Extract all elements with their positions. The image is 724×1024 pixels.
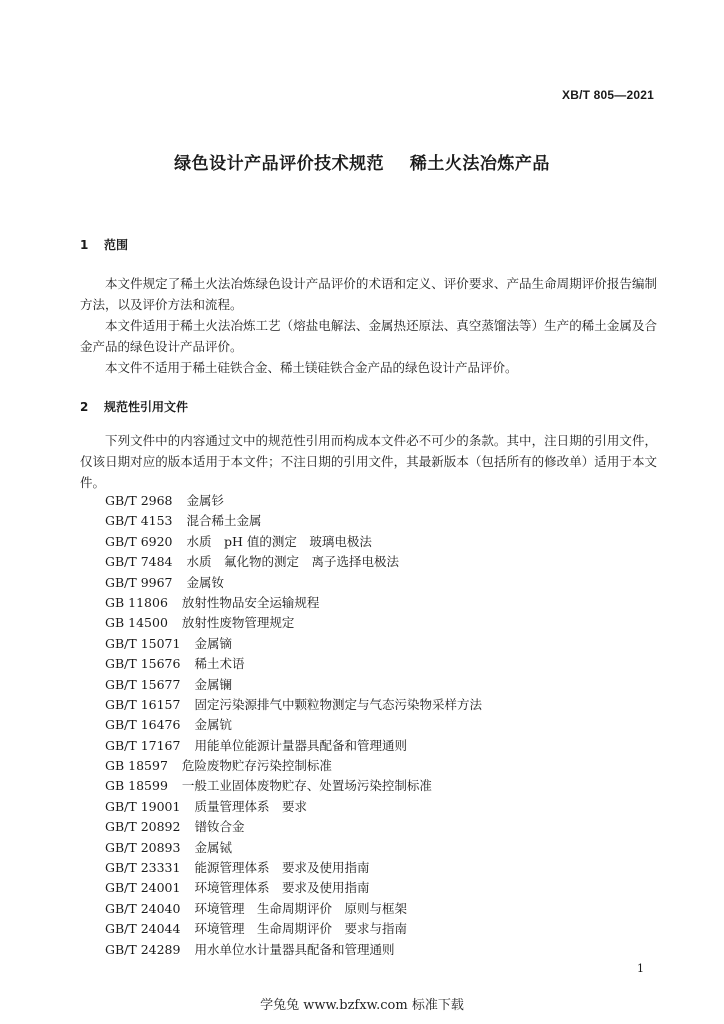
scope-paragraph-2: 本文件适用于稀土火法冶炼工艺（熔盐电解法、金属热还原法、真空蒸馏法等）生产的稀土金属及合金产品的绿色设计产品评价。 <box>80 318 657 354</box>
reference-item <box>105 838 482 858</box>
reference-code: GB 18597 <box>105 758 168 774</box>
reference-title: 一般工业固体废物贮存、处置场污染控制标准 <box>181 778 432 794</box>
scope-paragraph-1: 本文件规定了稀土火法冶炼绿色设计产品评价的术语和定义、评价要求、产品生命周期评价报告编制方法，以及评价方法和流程。 <box>80 276 657 312</box>
reference-code: GB/T 24289 <box>105 941 181 957</box>
reference-title: 金属钕 <box>186 574 225 590</box>
reference-item <box>105 511 482 531</box>
reference-code: GB/T 23331 <box>105 860 181 876</box>
reference-title: 金属镧 <box>194 676 232 692</box>
reference-title: 用水单位水计量器具配备和管理通则 <box>194 941 395 957</box>
reference-item <box>105 878 482 898</box>
reference-item <box>105 613 482 633</box>
reference-title: 用能单位能源计量器具配备和管理通则 <box>194 737 407 753</box>
reference-code: GB/T 24044 <box>105 921 181 937</box>
reference-title: 混合稀土金属 <box>186 513 262 529</box>
reference-title: 固定污染源排气中颗粒物测定与气态污染物采样方法 <box>194 696 482 712</box>
section-2-number: 2 <box>80 400 89 414</box>
reference-code: GB/T 15676 <box>105 656 181 672</box>
reference-title: 环境管理 生命周期评价 原则与框架 <box>194 900 407 916</box>
reference-code: GB/T 20893 <box>105 839 181 855</box>
reference-code: GB/T 16476 <box>105 717 181 733</box>
standard-code: XB/T 805—2021 <box>562 88 654 102</box>
reference-title: 放射性废物管理规定 <box>181 615 295 631</box>
reference-code: GB/T 7484 <box>105 554 173 570</box>
section-2-title: 规范性引用文件 <box>104 400 189 414</box>
page-number: 1 <box>637 962 644 975</box>
references-intro: 下列文件中的内容通过文中的规范性引用而构成本文件必不可少的条款。其中，注日期的引用文件，仅该日期对应的版本适用于本文件；不注日期的引用文件，其最新版本（包括所有的修改单）适用于本文件。 <box>80 433 657 490</box>
reference-item <box>105 797 482 817</box>
section-2-heading <box>80 398 188 415</box>
reference-code: GB/T 15071 <box>105 635 181 651</box>
reference-item <box>105 736 482 756</box>
reference-title: 水质 pH 值的测定 玻璃电极法 <box>186 533 372 549</box>
reference-list <box>105 491 482 960</box>
reference-code: GB/T 17167 <box>105 737 181 753</box>
section-1-title: 范围 <box>104 238 129 252</box>
reference-code: GB/T 15677 <box>105 676 181 692</box>
reference-item <box>105 858 482 878</box>
reference-title: 金属钐 <box>186 493 225 508</box>
reference-title: 危险废物贮存污染控制标准 <box>181 758 332 774</box>
reference-item <box>105 552 482 572</box>
reference-code: GB/T 19001 <box>105 798 181 814</box>
reference-item <box>105 675 482 695</box>
reference-title: 能源管理体系 要求及使用指南 <box>194 860 370 876</box>
reference-item <box>105 491 482 511</box>
reference-code: GB/T 20892 <box>105 819 181 835</box>
section-1-number: 1 <box>80 238 89 252</box>
reference-code: GB 14500 <box>105 615 168 631</box>
reference-code: GB 18599 <box>105 778 168 794</box>
reference-title: 环境管理 生命周期评价 要求与指南 <box>194 921 407 937</box>
reference-item <box>105 634 482 654</box>
reference-title: 稀土术语 <box>194 656 245 672</box>
reference-title: 金属铽 <box>194 839 232 855</box>
reference-code: GB/T 6920 <box>105 533 173 549</box>
reference-item <box>105 654 482 674</box>
reference-title: 金属钪 <box>194 717 232 733</box>
reference-item <box>105 776 482 796</box>
reference-item <box>105 756 482 776</box>
reference-title: 放射性物品安全运输规程 <box>181 594 320 610</box>
reference-code: GB/T 9967 <box>105 574 173 590</box>
reference-item <box>105 817 482 837</box>
reference-code: GB/T 16157 <box>105 696 181 712</box>
reference-item <box>105 940 482 960</box>
reference-title: 镨钕合金 <box>194 819 245 835</box>
reference-title: 水质 氟化物的测定 离子选择电极法 <box>186 554 400 570</box>
reference-code: GB/T 24040 <box>105 900 181 916</box>
reference-item <box>105 532 482 552</box>
footer-watermark: 学兔兔 www.bzfxw.com 标准下载 <box>260 998 464 1013</box>
reference-title: 质量管理体系 要求 <box>194 798 307 814</box>
reference-item <box>105 899 482 919</box>
reference-code: GB/T 4153 <box>105 513 173 529</box>
reference-item <box>105 715 482 735</box>
reference-title: 金属镝 <box>194 635 232 651</box>
section-1-heading <box>80 236 128 253</box>
scope-paragraph-3: 本文件不适用于稀土硅铁合金、稀土镁硅铁合金产品的绿色设计产品评价。 <box>105 360 518 375</box>
reference-code: GB/T 24001 <box>105 880 181 896</box>
reference-title: 环境管理体系 要求及使用指南 <box>194 880 370 896</box>
reference-code: GB 11806 <box>105 594 168 610</box>
reference-item <box>105 695 482 715</box>
reference-item <box>105 573 482 593</box>
reference-item <box>105 919 482 939</box>
document-title: 绿色设计产品评价技术规范 稀土火法冶炼产品 <box>174 154 550 174</box>
reference-item <box>105 593 482 613</box>
reference-code: GB/T 2968 <box>105 493 173 508</box>
